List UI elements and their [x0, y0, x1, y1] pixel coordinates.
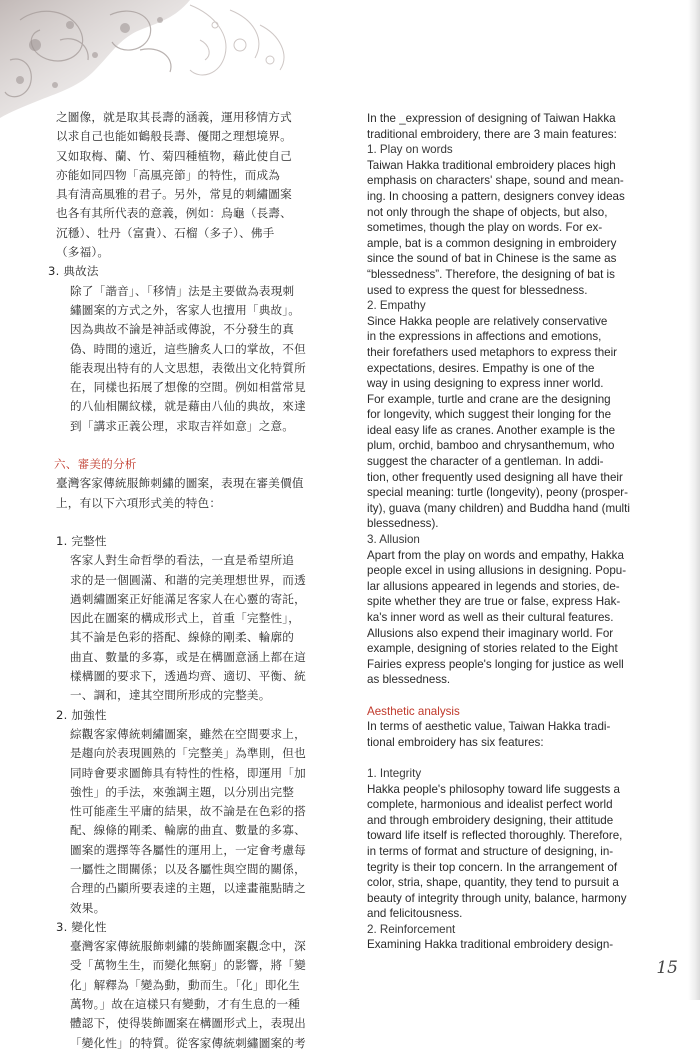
text-line: 以求自己也能如鶴般長壽、優閒之理想境界。: [56, 129, 292, 144]
text-line: 性可能產生平庸的結果，故不論是在色彩的搭: [70, 804, 306, 819]
text-line: ing. In choosing a pattern, designers convey ideas: [367, 189, 625, 203]
intro-paragraph: [56, 108, 328, 262]
text-line: 同時會要求圖飾具有特性的性格，即運用「加: [70, 765, 306, 780]
text-line: tional embroidery has six features:: [367, 735, 544, 749]
text-line: Hakka people's philosophy toward life suggests a: [367, 782, 620, 796]
lace-decoration: [0, 0, 310, 118]
text-line: and through embroidery designing, their attitude: [367, 813, 614, 827]
section-intro: [56, 474, 328, 513]
text-line: Examining Hakka traditional embroidery design-: [367, 938, 614, 952]
text-line: 過刺繡圖案正好能滿足客家人在心靈的寄託，: [70, 591, 306, 606]
text-line: 體認下，使得裝飾圖案在構圖形式上，表現出: [70, 1016, 306, 1031]
text-line: 樣構圖的要求下，透過均齊、適切、平衡、統: [70, 669, 306, 684]
allusion-paragraph: [56, 282, 328, 436]
text-line: ample, bat is a common designing in embroidery: [367, 236, 617, 250]
reinforcement-paragraph: [56, 725, 328, 918]
text-line: not only through the shape of objects, but also,: [367, 205, 608, 219]
text-line: （多福）。: [56, 245, 110, 260]
text-line: example, designing of stories related to the Eight: [367, 642, 618, 656]
text-line: suggest the character of a gentleman. In addi-: [367, 455, 604, 469]
variation-paragraph: [56, 937, 328, 1053]
text-line: toward life itself is reflected thoroughly. Therefore,: [367, 829, 623, 843]
text-line: 的八仙相關紋樣，就是藉由八仙的典故，來達: [70, 399, 306, 414]
text-line: 合理的凸顯所要表達的主題，以達畫龍點睛之: [70, 881, 306, 896]
text-line: expectations, desires. Empathy is one of the: [367, 361, 595, 375]
text-line: Apart from the play on words and empathy, Hakka: [367, 548, 624, 562]
text-line: In the _expression of designing of Taiwan Hakka: [367, 112, 616, 125]
text-line: 曲直、數量的多寡，或是在構圖意涵上都在這: [70, 649, 306, 664]
text-line: 除了「諧音」、「移情」法是主要做為表現刺: [70, 283, 295, 298]
text-line: as blessedness.: [367, 673, 451, 687]
text-line: emphasis on characters' shape, sound and mean-: [367, 174, 624, 188]
text-line: 偽、時間的遠近，這些膾炙人口的掌故，不但: [70, 341, 306, 356]
text-line: 是趨向於表現圓熟的「完整美」為準則，但也: [70, 746, 306, 761]
text-line: sometimes, though the play on words. For ex-: [367, 221, 603, 235]
text-line: ideal easy life as cranes. Another example is the: [367, 423, 616, 437]
text-line: 客家人對生命哲學的看法，一直是希望所追: [70, 553, 295, 568]
text-line: 配、線條的剛柔、輪廓的曲直、數量的多寡、: [70, 823, 306, 838]
text-line: 臺灣客家傳統服飾刺繡的裝飾圖案觀念中，深: [70, 939, 306, 954]
text-line: Fairies express people's longing for justice as well: [367, 657, 624, 671]
item-heading-allusion: 3. 典故法: [48, 264, 99, 279]
page-edge: [688, 0, 700, 1000]
text-line: in terms of format and structure of designing, in-: [367, 844, 614, 858]
text-line: 具有清高風雅的君子。另外，常見的刺繡圖案: [56, 187, 292, 202]
item-heading-reinforcement: 2. 加強性: [56, 707, 107, 722]
text-line: 上，有以下六項形式美的特色：: [56, 495, 222, 510]
text-line: 臺灣客家傳統服飾刺繡的圖案，表現在審美價值: [56, 476, 304, 491]
text-line: 在，同樣也拓展了想像的空間。例如相當常見: [70, 380, 306, 395]
text-line: 一屬性之間關係；以及各屬性與空間的關係，: [70, 861, 306, 876]
text-line: 因為典故不論是神話或傳說，不分發生的真: [70, 322, 295, 337]
text-line: 到「講求正義公理，求取吉祥如意」之意。: [70, 418, 295, 433]
text-line: For example, turtle and crane are the designing: [367, 392, 611, 406]
text-line: 繡圖案的方式之外，客家人也擅用「典故」。: [70, 302, 301, 317]
text-line: 求的是一個圓滿、和諧的完美理想世界，而透: [70, 572, 306, 587]
text-line: and felicitousness.: [367, 907, 463, 921]
integrity-paragraph: [56, 551, 328, 705]
text-line: traditional embroidery, there are 3 main features:: [367, 127, 617, 141]
text-line: 能表現出特有的人文思想，表徵出文化特質所: [70, 360, 306, 375]
text-line: plum, orchid, bamboo and chrysanthemum, who: [367, 439, 615, 453]
text-line: spite whether they are true or false, express Hak-: [367, 595, 621, 609]
text-line: ka's inner word as well as their cultural features.: [367, 611, 614, 624]
text-line: 效果。: [70, 900, 106, 915]
text-line: in the expressions in affections and emotions,: [367, 330, 602, 344]
text-line: 亦能如同四物「高風亮節」的特性，而成為: [56, 167, 281, 182]
chinese-column: [48, 108, 328, 1053]
section-title: 六、審美的分析: [54, 457, 137, 472]
heading-play-on-words: 1. Play on words: [367, 143, 453, 157]
text-line: beauty of integrity through unity, balance, harmony: [367, 891, 627, 905]
text-line: way in using designing to express inner world.: [367, 377, 604, 391]
text-line: special meaning: turtle (longevity), peony (prosper-: [367, 486, 628, 500]
item-heading-variation: 3. 變化性: [56, 919, 107, 934]
text-line: color, stria, shape, quantity, they tend to pursuit a: [367, 876, 619, 890]
heading-empathy: 2. Empathy: [367, 299, 426, 313]
english-column: [367, 111, 635, 953]
text-line: Taiwan Hakka traditional embroidery places high: [367, 158, 616, 172]
text-line: 沉穩）、牡丹（富貴）、石榴（多子）、佛手: [56, 225, 275, 240]
text-line: Allusions also expend their imaginary world. For: [367, 626, 614, 640]
text-line: 綜觀客家傳統刺繡圖案，雖然在空間要求上，: [70, 726, 306, 741]
text-line: 圖案的選擇等各屬性的運用上，一定會考慮每: [70, 842, 306, 857]
text-line: 化」解釋為「變為動，動而生。「化」即化生: [70, 977, 301, 992]
text-line: 之圖像，就是取其長壽的涵義，運用移情方式: [56, 110, 292, 124]
text-line: 萬物。」故在這樣只有變動，才有生息的一種: [70, 997, 301, 1012]
text-line: tion, other frequently used designing all have their: [367, 470, 623, 484]
heading-reinforcement: 2. Reinforcement: [367, 922, 456, 936]
text-line: 又如取梅、蘭、竹、菊四種植物，藉此使自己: [56, 148, 292, 163]
text-line: tegrity is their top concern. In the arrangement of: [367, 860, 618, 874]
text-line: blessedness).: [367, 517, 439, 531]
spacer: [367, 750, 635, 766]
text-line: their forefathers used metaphors to express their: [367, 345, 618, 359]
page-number: 15: [656, 958, 678, 978]
text-line: In terms of aesthetic value, Taiwan Hakka tradi-: [367, 720, 611, 734]
text-line: 「變化性」的特質。從客家傳統刺繡圖案的考: [70, 1035, 306, 1050]
text-line: 一、調和，達其空間所形成的完整美。: [70, 688, 271, 703]
text-line: ity), guava (many children) and Buddha hand (multi: [367, 501, 630, 515]
text-line: for longevity, which suggest their longing for the: [367, 408, 612, 422]
item-heading-integrity: 1. 完整性: [56, 533, 107, 548]
text-line: 受「萬物生生，而變化無窮」的影響，將「變: [70, 958, 306, 973]
text-line: lar allusions appeared in legends and stories, de-: [367, 579, 620, 593]
text-line: complete, harmonious and idealist perfect world: [367, 798, 613, 812]
section-title-aesthetic: Aesthetic analysis: [367, 704, 460, 718]
text-line: used to express the quest for blessedness.: [367, 283, 588, 297]
text-line: 也各有其所代表的意義，例如：烏龜（長壽、: [56, 206, 292, 221]
spacer: [367, 688, 635, 704]
heading-integrity: 1. Integrity: [367, 766, 422, 780]
text-line: 因此在圖案的構成形式上，首重「完整性」，: [70, 611, 301, 626]
text-line: 其不論是色彩的搭配、線條的剛柔、輪廓的: [70, 630, 295, 645]
text-line: people excel in using allusions in designing. Popu-: [367, 564, 627, 578]
text-line: “blessedness”. Therefore, the designing of bat is: [367, 267, 615, 281]
text-line: since the sound of bat in Chinese is the same as: [367, 252, 617, 266]
text-line: Since Hakka people are relatively conservative: [367, 314, 608, 328]
heading-allusion: 3. Allusion: [367, 533, 420, 547]
text-line: 強性」的手法，來強調主題，以分別出完整: [70, 784, 295, 799]
